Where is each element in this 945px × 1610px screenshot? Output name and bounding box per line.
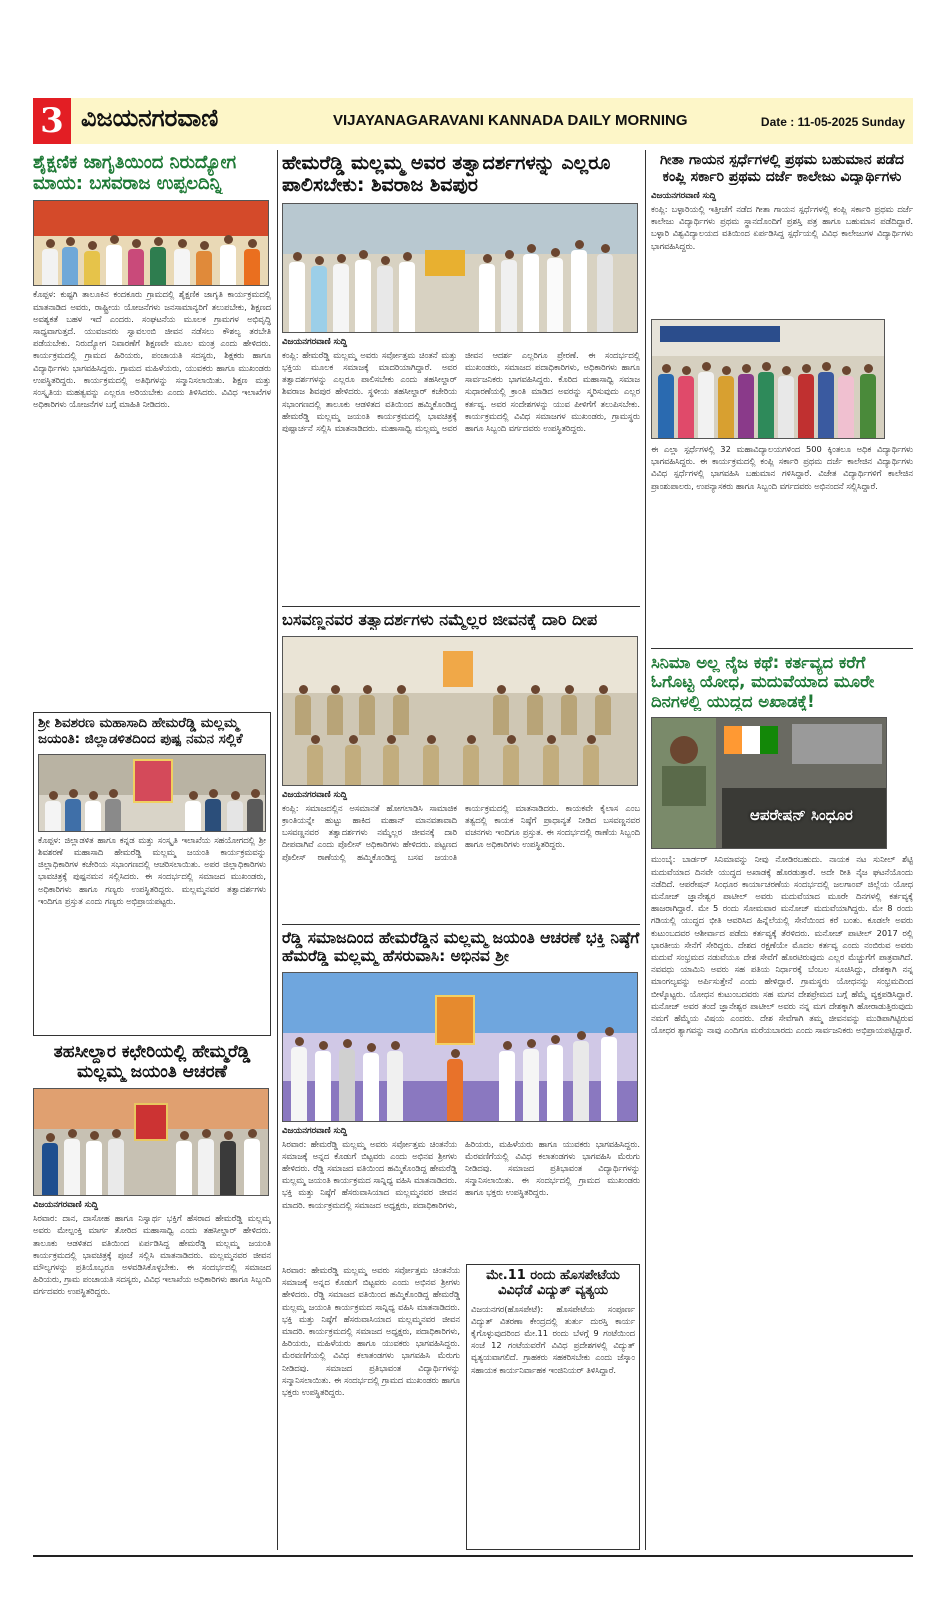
newspaper-title-english: VIJAYANAGARAVANI KANNADA DAILY MORNING [333,112,688,129]
headline: ಬಸವಣ್ಣನವರ ತತ್ವಾದರ್ಶಗಳು ನಮ್ಮೆಲ್ಲರ ಜೀವನಕ್ಕೆ ದಾರಿ ದೀಪ [282,606,640,630]
story-education-awareness [33,152,271,712]
story-credit: ವಿಜಯನಗರವಾಣಿ ಸುದ್ದಿ [282,789,348,800]
story-body: ಕಂಪ್ಲಿ: ಹೇಮರೆಡ್ಡಿ ಮಲ್ಲಮ್ಮ ಅವರು ಸರ್ವೋತ್ತಮ ಚಿಂತನೆ ಮತ್ತು ಭಕ್ತಿಯ ಮೂಲಕ ಸಮಾಜಕ್ಕೆ ಮಾದರಿಯಾಗಿದ್ದಾರೆ. ಅವರ ತತ್ವಾದರ್ಶಗಳನ್ನು ಎಲ್ಲರೂ ಪಾಲಿಸಬೇಕು ಎಂದು ತಹಸೀಲ್ದಾರ್ ಶಿವರಾಜ ಶಿವಪುರ ಹೇಳಿದರು. ಸ್ಥಳೀಯ ತಹಸೀಲ್ದಾರ್ ಕಚೇರಿಯ ಸಭಾಂಗಣದಲ್ಲಿ ತಾಲೂಕು ಆಡಳಿತದ ವತಿಯಿಂದ ಹಮ್ಮಿಕೊಂಡಿದ್ದ ಹೇಮರೆಡ್ಡಿ ಮಲ್ಲಮ್ಮ ಜಯಂತಿ ಕಾರ್ಯಕ್ರಮದಲ್ಲಿ ಭಾವಚಿತ್ರಕ್ಕೆ ಪುಷ್ಪಾರ್ಚನೆ ಸಲ್ಲಿಸಿ ಮಾತನಾಡಿದರು. ಮಹಾಸಾಧ್ವಿ ಮಲ್ಲಮ್ಮ ಅವರ ಜೀವನ ಆದರ್ಶ ಎಲ್ಲರಿಗೂ ಪ್ರೇರಣೆ. ಈ ಸಂದರ್ಭದಲ್ಲಿ ಮುಖಂಡರು, ಸಮಾಜದ ಪದಾಧಿಕಾರಿಗಳು, ಅಧಿಕಾರಿಗಳು ಹಾಗೂ ಸಾರ್ವಜನಿಕರು ಭಾಗವಹಿಸಿದ್ದರು. ಕೊರಿದ ಮಹಾಸಾಧ್ವಿ ಸಮಾಜ ಸುಧಾರಣೆಯಲ್ಲಿ ಕ್ರಾಂತಿ ಮಾಡಿದ ಅವರನ್ನು ಸ್ಮರಿಸುವುದು ಎಲ್ಲರ ಕರ್ತವ್ಯ. ಅವರ ಸಂದೇಶಗಳನ್ನು ಯುವ ಪೀಳಿಗೆಗೆ ತಲುಪಿಸಬೇಕು. ಕಾರ್ಯಕ್ರಮದಲ್ಲಿ ವಿವಿಧ ಸಮಾಜಗಳ ಮುಖಂಡರು, ಗ್ರಾಮಸ್ಥರು ಹಾಗೂ ಸಿಬ್ಬಂದಿ ವರ್ಗದವರು ಉಪಸ್ಥಿತರಿದ್ದರು. [282,349,640,434]
story-continued-text [282,1264,460,1550]
story-credit: ವಿಜಯನಗರವಾಣಿ ಸುದ್ದಿ [651,191,717,202]
story-body: ಕೊಪ್ಪಳ: ಜಿಲ್ಲಾಡಳಿತ ಹಾಗೂ ಕನ್ನಡ ಮತ್ತು ಸಂಸ್ಕೃತಿ ಇಲಾಖೆಯ ಸಹಯೋಗದಲ್ಲಿ ಶ್ರೀ ಶಿವಶರಣೆ ಮಹಾಸಾದಿ ಹೇಮರೆಡ್ಡಿ ಮಲ್ಲಮ್ಮ ಜಯಂತಿ ಕಾರ್ಯಕ್ರಮವನ್ನು ಜಿಲ್ಲಾಧಿಕಾರಿಗಳ ಕಚೇರಿಯ ಸಭಾಂಗಣದಲ್ಲಿ ಆಚರಿಸಲಾಯಿತು. ಅಪರ ಜಿಲ್ಲಾಧಿಕಾರಿಗಳು ಭಾವಚಿತ್ರಕ್ಕೆ ಪುಷ್ಪನಮನ ಸಲ್ಲಿಸಿದರು. ಈ ಸಂದರ್ಭದಲ್ಲಿ ಸಮಾಜದ ಮುಖಂಡರು, ಅಧಿಕಾರಿಗಳು ಹಾಗೂ ಗಣ್ಯರು ಉಪಸ್ಥಿತರಿದ್ದರು. ಮಲ್ಲಮ್ಮನವರ ತತ್ವಾದರ್ಶಗಳು ಇಂದಿಗೂ ಪ್ರಸ್ತುತ ಎಂದು ಗಣ್ಯರು ಅಭಿಪ್ರಾಯಪಟ್ಟರು. [38,834,266,906]
story-body: ಕಂಪ್ಲಿ: ಸಮಾಜದಲ್ಲಿನ ಅಸಮಾನತೆ ಹೋಗಲಾಡಿಸಿ ಸಾಮಾಜಿಕ ಕ್ರಾಂತಿಯನ್ನೇ ಹುಟ್ಟು ಹಾಕಿದ ಮಹಾನ್ ಮಾನವತಾವಾದಿ ಬಸವಣ್ಣನವರ ತತ್ವಾದರ್ಶಗಳು ನಮ್ಮೆಲ್ಲರ ಜೀವನಕ್ಕೆ ದಾರಿ ದೀಪವಾಗಿವೆ ಎಂದು ಪೊಲೀಸ್ ಅಧಿಕಾರಿಗಳು ಹೇಳಿದರು. ಪಟ್ಟಣದ ಪೊಲೀಸ್ ಠಾಣೆಯಲ್ಲಿ ಹಮ್ಮಿಕೊಂಡಿದ್ದ ಬಸವ ಜಯಂತಿ ಕಾರ್ಯಕ್ರಮದಲ್ಲಿ ಮಾತನಾಡಿದರು. ಕಾಯಕವೇ ಕೈಲಾಸ ಎಂಬ ತತ್ವದಲ್ಲಿ ಕಾಯಕ ನಿಷ್ಠೆಗೆ ಪ್ರಾಧಾನ್ಯತೆ ನೀಡಿದ ಬಸವಣ್ಣನವರ ವಚನಗಳು ಇಂದಿಗೂ ಪ್ರಸ್ತುತ. ಈ ಸಂದರ್ಭದಲ್ಲಿ ಠಾಣೆಯ ಸಿಬ್ಬಂದಿ ಹಾಗೂ ಅಧಿಕಾರಿಗಳು ಉಪಸ್ಥಿತರಿದ್ದರು. [282,802,640,862]
edition-date: Date : 11-05-2025 Sunday [760,115,905,129]
photo-tahsildar-group [33,1088,269,1196]
headline: ತಹಸೀಲ್ದಾರ ಕಛೇರಿಯಲ್ಲಿ ಹೇಮ್ಮರೆಡ್ಡಿ ಮಲ್ಲಮ್ಮ ಜಯಂತಿ ಆಚರಣೆ [53,1042,251,1083]
photo-felicitation [33,200,269,286]
story-body: ಮುಂಬೈ: ಬಾರ್ಡರ್ ಸಿನಿಮಾವನ್ನು ನೀವು ನೋಡಿರಬಹುದು. ನಾಯಕ ನಟ ಸುನೀಲ್ ಶೆಟ್ಟಿ ಮದುವೆಯಾದ ದಿನವೇ ಯುದ್ಧದ ಅಖಾಡಕ್ಕೆ ಹೊರಡುತ್ತಾರೆ. ಅದೇ ರೀತಿ ನೈಜ ಘಟನೆಯೊಂದು ನಡೆದಿದೆ. ಆಪರೇಷನ್ ಸಿಂಧೂರ ಕಾರ್ಯಾಚರಣೆಯ ಸಂದರ್ಭದಲ್ಲಿ ಜಲಗಾಂವ್ ಜಿಲ್ಲೆಯ ಯೋಧ ಮನೋಜ್ ಜ್ಞಾನೇಶ್ವರ ಪಾಟೀಲ್ ಅವರು ಮದುವೆಯಾದ ಮೂರೇ ದಿನಗಳಲ್ಲಿ ಕರ್ತವ್ಯಕ್ಕೆ ಹಾಜರಾಗಿದ್ದಾರೆ. ಮೇ 5 ರಂದು ಸೋಮವಾರ ಮನೋಜ್ ಮದುವೆಯಾಗಿದ್ದರು. ಮೇ 8 ರಂದು ಗಡಿಯಲ್ಲಿ ಯುದ್ಧದ ಭೀತಿ ಆವರಿಸಿದ ಹಿನ್ನೆಲೆಯಲ್ಲಿ ಸೇನೆಯಿಂದ ಕರೆ ಬಂತು. ಕೂಡಲೇ ಅವರು ಕುಟುಂಬದವರ ಆಶೀರ್ವಾದ ಪಡೆದು ಕರ್ತವ್ಯಕ್ಕೆ ತೆರಳಿದರು. ಮನೋಜ್ ಪಾಟೀಲ್ 2017 ರಲ್ಲಿ ಭಾರತೀಯ ಸೇನೆಗೆ ಸೇರಿದ್ದರು. ದೇಶದ ರಕ್ಷಣೆಯೇ ಮೊದಲ ಕರ್ತವ್ಯ ಎಂದು ನಂಬಿರುವ ಅವರು ಮದುವೆ ಸಂಭ್ರಮದ ನಡುವೆಯೂ ದೇಶ ಸೇವೆಗೆ ಹೊರಟಿರುವುದು ಎಲ್ಲರ ಮೆಚ್ಚುಗೆಗೆ ಪಾತ್ರವಾಗಿದೆ. ನವವಧು ಯಾಮಿನಿ ಅವರು ಸಹ ಪತಿಯ ನಿರ್ಧಾರಕ್ಕೆ ಬೆಂಬಲ ಸೂಚಿಸಿದ್ದು, ದೇಶಕ್ಕಾಗಿ ನನ್ನ ಮಾಂಗಲ್ಯವನ್ನು ಅರ್ಪಿಸುತ್ತೇನೆ ಎಂದು ಹೇಳಿದ್ದಾರೆ. ಗ್ರಾಮಸ್ಥರು ಯೋಧನನ್ನು ಸಂಭ್ರಮದಿಂದ ಬೀಳ್ಕೊಟ್ಟರು. ಯೋಧನ ಕುಟುಂಬದವರು ಸಹ ಮಗನ ದೇಶಪ್ರೇಮದ ಬಗ್ಗೆ ಹೆಮ್ಮೆ ವ್ಯಕ್ತಪಡಿಸಿದ್ದಾರೆ. ಮನೋಜ್ ಅವರ ತಂದೆ ಜ್ಞಾನೇಶ್ವರ ಪಾಟೀಲ್ ಅವರು ನನ್ನ ಮಗ ದೇಶಕ್ಕಾಗಿ ಹೋರಾಡುತ್ತಿರುವುದು ನಮಗೆ ಹೆಮ್ಮೆಯ ವಿಷಯ ಎಂದರು. ದೇಶ ಸೇವೆಗಾಗಿ ತಮ್ಮ ಜೀವನವನ್ನು ಮುಡಿಪಾಗಿಟ್ಟಿರುವ ಯೋಧರ ತ್ಯಾಗವನ್ನು ನಾವು ಎಂದಿಗೂ ಮರೆಯಬಾರದು ಎಂದು ಸಾರ್ವಜನಿಕರು ಅಭಿಪ್ರಾಯಪಟ್ಟಿದ್ದಾರೆ. [651,854,913,1036]
headline: ರೆಡ್ಡಿ ಸಮಾಜದಿಂದ ಹೇಮರೆಡ್ಡಿನ ಮಲ್ಲಮ್ಮ ಜಯಂತಿ ಆಚರಣೆ ಭಕ್ತಿ ನಿಷ್ಠೆಗೆ ಹೆಮರೆಡ್ಡಿ ಮಲ್ಲಮ್ಮ ಹೆಸರುವಾಸಿ: ಅಭಿನವ ಶ್ರೀ [282,924,640,966]
story-credit: ವಿಜಯನಗರವಾಣಿ ಸುದ್ದಿ [282,1125,348,1136]
headline: ಶ್ರೀ ಶಿವಶರಣ ಮಹಾಸಾದಿ ಹೇಮರೆಡ್ಡಿ ಮಲ್ಲಮ್ಮ ಜಯಂತಿ: ಜಿಲ್ಲಾಡಳಿತದಿಂದ ಪುಷ್ಪ ನಮನ ಸಲ್ಲಿಕೆ [38,716,243,747]
photo-tahsildar-gathering [282,203,638,333]
photo-meeting-hall [38,754,266,832]
story-reddy-samaj [282,924,640,1264]
story-credit: ವಿಜಯನಗರವಾಣಿ ಸುದ್ದಿ [282,336,348,347]
newspaper-title-kannada: ವಿಜಯನಗರವಾಣಿ [81,104,219,132]
story-body: ವಿಜಯನಗರ(ಹೊಸಪೇಟೆ): ಹೊಸಪೇಟೆಯ ಸಂಪೂರ್ಣ ವಿದ್ಯುತ್ ವಿತರಣಾ ಕೇಂದ್ರದಲ್ಲಿ ತುರ್ತು ದುರಸ್ತಿ ಕಾರ್ಯ ಕೈಗೊಳ್ಳುವುದರಿಂದ ಮೇ.11 ರಂದು ಬೆಳಗ್ಗೆ 9 ಗಂಟೆಯಿಂದ ಸಂಜೆ 12 ಗಂಟೆಯವರೆಗೆ ವಿವಿಧ ಪ್ರದೇಶಗಳಲ್ಲಿ ವಿದ್ಯುತ್ ವ್ಯತ್ಯಯವಾಗಲಿದೆ. ಗ್ರಾಹಕರು ಸಹಕರಿಸಬೇಕು ಎಂದು ಜೆಸ್ಕಾಂ ಸಹಾಯಕ ಕಾರ್ಯನಿರ್ವಾಹಕ ಇಂಜಿನಿಯರ್ ತಿಳಿಸಿದ್ದಾರೆ. [471,1303,635,1375]
story-mallamma-kampli [282,152,640,606]
story-operation-sindoor [651,648,913,1550]
headline: ಶೈಕ್ಷಣಿಕ ಜಾಗೃತಿಯಿಂದ ನಿರುದ್ಯೋಗ ಮಾಯ: ಬಸವರಾಜ ಉಪ್ಪಲದಿನ್ನಿ [33,152,237,195]
photo-college-students [651,319,885,439]
story-body-2: ಈ ಎಲ್ಲಾ ಸ್ಪರ್ಧೆಗಳಲ್ಲಿ 32 ಮಹಾವಿದ್ಯಾಲಯಗಳಿಂದ 500 ಕ್ಕಿಂತಲೂ ಅಧಿಕ ವಿದ್ಯಾರ್ಥಿಗಳು ಭಾಗವಹಿಸಿದ್ದರು. ಈ ಕಾರ್ಯಕ್ರಮದಲ್ಲಿ ಕಂಪ್ಲಿ ಸರ್ಕಾರಿ ಪ್ರಥಮ ದರ್ಜೆ ಕಾಲೇಜಿನ ವಿದ್ಯಾರ್ಥಿಗಳು ವಿವಿಧ ಸ್ಪರ್ಧೆಗಳಲ್ಲಿ ಭಾಗವಹಿಸಿ ಬಹುಮಾನ ಗಳಿಸಿದ್ದಾರೆ. ವಿಜೇತ ವಿದ್ಯಾರ್ಥಿಗಳಿಗೆ ಕಾಲೇಜಿನ ಪ್ರಾಂಶುಪಾಲರು, ಉಪನ್ಯಾಸಕರು ಹಾಗೂ ಸಿಬ್ಬಂದಿ ವರ್ಗದವರು ಅಭಿನಂದನೆ ಸಲ್ಲಿಸಿದ್ದಾರೆ. [651,444,913,491]
photo-overlay-text: ಆಪರೇಷನ್ ಸಿಂಧೂರ [750,806,853,825]
story-power-outage [466,1264,640,1550]
masthead [33,98,913,144]
story-body: ಕೊಪ್ಪಳ: ಕುಷ್ಟಗಿ ತಾಲೂಕಿನ ಕಂದಕೂರು ಗ್ರಾಮದಲ್ಲಿ ಶೈಕ್ಷಣಿಕ ಜಾಗೃತಿ ಕಾರ್ಯಕ್ರಮದಲ್ಲಿ ಮಾತನಾಡಿದ ಅವರು, ರಾಷ್ಟ್ರೀಯ ಯೋಜನೆಗಳು ಜನಸಾಮಾನ್ಯರಿಗೆ ತಲುಪಬೇಕು, ಶಿಕ್ಷಣದ ಅವಶ್ಯಕತೆ ಬಹಳ ಇದೆ ಎಂದರು. ಸಂಘಟನೆಯ ಮೂಲಕ ಗ್ರಾಮಗಳ ಅಭಿವೃದ್ಧಿ ಸಾಧ್ಯವಾಗುತ್ತದೆ. ಯುವಜನರು ಸ್ವಾವಲಂಬಿ ಜೀವನ ನಡೆಸಲು ಕೌಶಲ್ಯ ತರಬೇತಿ ಪಡೆಯಬೇಕು. ನಿರುದ್ಯೋಗ ನಿವಾರಣೆಗೆ ಶಿಕ್ಷಣವೇ ಮೂಲ ಮಂತ್ರ ಎಂದು ಹೇಳಿದರು. ಕಾರ್ಯಕ್ರಮದಲ್ಲಿ ಗ್ರಾಮದ ಹಿರಿಯರು, ಪಂಚಾಯತಿ ಸದಸ್ಯರು, ಶಿಕ್ಷಕರು ಹಾಗೂ ವಿದ್ಯಾರ್ಥಿಗಳು ಭಾಗವಹಿಸಿದ್ದರು. ಗ್ರಾಮದ ಮಹಿಳೆಯರು, ಯುವಕರು ಹಾಗೂ ಮುಖಂಡರು ಉಪಸ್ಥಿತರಿದ್ದರು. ಕಾರ್ಯಕ್ರಮದಲ್ಲಿ ಅತಿಥಿಗಳನ್ನು ಸನ್ಮಾನಿಸಲಾಯಿತು. ಶಿಕ್ಷಣ ಮತ್ತು ಸಂಸ್ಕೃತಿಯ ಮಹತ್ವವನ್ನು ಎಲ್ಲರೂ ಅರಿಯಬೇಕು ಎಂದು ತಿಳಿಸಿದರು. ವಿವಿಧ ಇಲಾಖೆಗಳ ಅಧಿಕಾರಿಗಳು ಯೋಜನೆಗಳ ಬಗ್ಗೆ ಮಾಹಿತಿ ನೀಡಿದರು. [33,289,271,410]
headline: ಗೀತಾ ಗಾಯನ ಸ್ಪರ್ಧೆಗಳಲ್ಲಿ ಪ್ರಥಮ ಬಹುಮಾನ ಪಡೆದ ಕಂಪ್ಲಿ ಸರ್ಕಾರಿ ಪ್ರಥಮ ದರ್ಜೆ ಕಾಲೇಜು ವಿದ್ಯಾರ್ಥಿಗಳು [660,152,904,185]
headline: ಮೇ.11 ರಂದು ಹೊಸಪೇಟೆಯ ವಿವಿಧೆಡೆ ವಿದ್ಯುತ್ ವ್ಯತ್ಯಯ [486,1268,620,1299]
page-bottom-rule [33,1555,913,1557]
story-mallamma-district [33,712,271,1036]
column-divider [645,150,646,1550]
photo-soldier-collage [651,717,887,849]
story-body: ಸಿರವಾರ: ಹೇಮರೆಡ್ಡಿ ಮಲ್ಲಮ್ಮ ಅವರು ಸರ್ವೋತ್ತಮ ಚಿಂತನೆಯ ಸಮಾಜಕ್ಕೆ ಅನ್ನದ ಕೊಡುಗೆ ಬಿಟ್ಟವರು ಎಂದು ಅಭಿನವ ಶ್ರೀಗಳು ಹೇಳಿದರು. ರೆಡ್ಡಿ ಸಮಾಜದ ವತಿಯಿಂದ ಹಮ್ಮಿಕೊಂಡಿದ್ದ ಹೇಮರೆಡ್ಡಿ ಮಲ್ಲಮ್ಮ ಜಯಂತಿ ಕಾರ್ಯಕ್ರಮದ ಸಾನ್ನಿಧ್ಯ ವಹಿಸಿ ಮಾತನಾಡಿದರು. ಭಕ್ತಿ ಮತ್ತು ನಿಷ್ಠೆಗೆ ಹೆಸರುವಾಸಿಯಾದ ಮಲ್ಲಮ್ಮನವರ ಜೀವನ ಮಾದರಿ. ಕಾರ್ಯಕ್ರಮದಲ್ಲಿ ಸಮಾಜದ ಅಧ್ಯಕ್ಷರು, ಪದಾಧಿಕಾರಿಗಳು, ಹಿರಿಯರು, ಮಹಿಳೆಯರು ಹಾಗೂ ಯುವಕರು ಭಾಗವಹಿಸಿದ್ದರು. ಮೆರವಣಿಗೆಯಲ್ಲಿ ವಿವಿಧ ಕಲಾತಂಡಗಳು ಭಾಗವಹಿಸಿ ಮೆರುಗು ನೀಡಿದವು. ಸಮಾಜದ ಪ್ರತಿಭಾವಂತ ವಿದ್ಯಾರ್ಥಿಗಳನ್ನು ಸನ್ಮಾನಿಸಲಾಯಿತು. ಈ ಸಂದರ್ಭದಲ್ಲಿ ಗ್ರಾಮದ ಮುಖಂಡರು ಹಾಗೂ ಭಕ್ತರು ಉಪಸ್ಥಿತರಿದ್ದರು. [282,1138,640,1210]
story-body-continued: ಸಿರವಾರ: ಹೇಮರೆಡ್ಡಿ ಮಲ್ಲಮ್ಮ ಅವರು ಸರ್ವೋತ್ತಮ ಚಿಂತನೆಯ ಸಮಾಜಕ್ಕೆ ಅನ್ನದ ಕೊಡುಗೆ ಬಿಟ್ಟವರು ಎಂದು ಅಭಿನವ ಶ್ರೀಗಳು ಹೇಳಿದರು. ರೆಡ್ಡಿ ಸಮಾಜದ ವತಿಯಿಂದ ಹಮ್ಮಿಕೊಂಡಿದ್ದ ಹೇಮರೆಡ್ಡಿ ಮಲ್ಲಮ್ಮ ಜಯಂತಿ ಕಾರ್ಯಕ್ರಮದ ಸಾನ್ನಿಧ್ಯ ವಹಿಸಿ ಮಾತನಾಡಿದರು. ಭಕ್ತಿ ಮತ್ತು ನಿಷ್ಠೆಗೆ ಹೆಸರುವಾಸಿಯಾದ ಮಲ್ಲಮ್ಮನವರ ಜೀವನ ಮಾದರಿ. ಕಾರ್ಯಕ್ರಮದಲ್ಲಿ ಸಮಾಜದ ಅಧ್ಯಕ್ಷರು, ಪದಾಧಿಕಾರಿಗಳು, ಹಿರಿಯರು, ಮಹಿಳೆಯರು ಹಾಗೂ ಯುವಕರು ಭಾಗವಹಿಸಿದ್ದರು. ಮೆರವಣಿಗೆಯಲ್ಲಿ ವಿವಿಧ ಕಲಾತಂಡಗಳು ಭಾಗವಹಿಸಿ ಮೆರುಗು ನೀಡಿದವು. ಸಮಾಜದ ಪ್ರತಿಭಾವಂತ ವಿದ್ಯಾರ್ಥಿಗಳನ್ನು ಸನ್ಮಾನಿಸಲಾಯಿತು. ಈ ಸಂದರ್ಭದಲ್ಲಿ ಗ್ರಾಮದ ಮುಖಂಡರು ಹಾಗೂ ಭಕ್ತರು ಉಪಸ್ಥಿತರಿದ್ದರು. [282,1265,460,1398]
story-basavanna [282,606,640,924]
column-divider [277,150,278,1550]
photo-reddy-samaj-event [282,972,638,1122]
story-geetha-gayana [651,152,913,648]
story-body: ಸಿರವಾರ: ದಾನ, ದಾಸೋಹ ಹಾಗೂ ನಿಸ್ವಾರ್ಥ ಭಕ್ತಿಗೆ ಹೆಸರಾದ ಹೇಮರೆಡ್ಡಿ ಮಲ್ಲಮ್ಮ ಅವರು ಮೇಲ್ಪಂಕ್ತಿ ಮಾರ್ಗ ತೋರಿದ ಮಹಾಸಾಧ್ವಿ ಎಂದು ತಹಸೀಲ್ದಾರ್ ಹೇಳಿದರು. ತಾಲೂಕು ಆಡಳಿತದ ವತಿಯಿಂದ ಏರ್ಪಡಿಸಿದ್ದ ಹೇಮರೆಡ್ಡಿ ಮಲ್ಲಮ್ಮ ಜಯಂತಿ ಕಾರ್ಯಕ್ರಮದಲ್ಲಿ ಭಾವಚಿತ್ರಕ್ಕೆ ಪೂಜೆ ಸಲ್ಲಿಸಿ ಮಾತನಾಡಿದರು. ಮಲ್ಲಮ್ಮನವರ ಜೀವನ ಮೌಲ್ಯಗಳನ್ನು ಪ್ರತಿಯೊಬ್ಬರೂ ಅಳವಡಿಸಿಕೊಳ್ಳಬೇಕು. ಈ ಸಂದರ್ಭದಲ್ಲಿ ಸಮಾಜದ ಹಿರಿಯರು, ಗ್ರಾಮ ಪಂಚಾಯತಿ ಸದಸ್ಯರು, ವಿವಿಧ ಇಲಾಖೆಯ ಅಧಿಕಾರಿಗಳು ಹಾಗೂ ಸಿಬ್ಬಂದಿ ವರ್ಗದವರು ಉಪಸ್ಥಿತರಿದ್ದರು. [33,1213,271,1297]
photo-police-station [282,636,638,786]
story-tahsildar-office [33,1042,271,1550]
story-body: ಕಂಪ್ಲಿ: ಬಳ್ಳಾರಿಯಲ್ಲಿ ಇತ್ತೀಚೆಗೆ ನಡೆದ ಗೀತಾ ಗಾಯನ ಸ್ಪರ್ಧೆಗಳಲ್ಲಿ ಕಂಪ್ಲಿ ಸರ್ಕಾರಿ ಪ್ರಥಮ ದರ್ಜೆ ಕಾಲೇಜು ವಿದ್ಯಾರ್ಥಿಗಳು ಪ್ರಥಮ ಸ್ಥಾನದೊಂದಿಗೆ ಪ್ರಶಸ್ತಿ ಪತ್ರ ಹಾಗೂ ಬಹುಮಾನ ಪಡೆದಿದ್ದಾರೆ. ಬಳ್ಳಾರಿ ವಿಶ್ವವಿದ್ಯಾಲಯದ ವತಿಯಿಂದ ಏರ್ಪಡಿಸಿದ್ದ ಸ್ಪರ್ಧೆಯಲ್ಲಿ ವಿವಿಧ ಕಾಲೇಜುಗಳ ವಿದ್ಯಾರ್ಥಿಗಳು ಭಾಗವಹಿಸಿದ್ದರು. [651,204,913,251]
page-number: 3 [33,98,71,144]
headline: ಸಿನಿಮಾ ಅಲ್ಲ ನೈಜ ಕಥೆ: ಕರ್ತವ್ಯದ ಕರೆಗೆ ಓಗೊಟ್ಟ ಯೋಧ, ಮದುವೆಯಾದ ಮೂರೇ ದಿನಗಳಲ್ಲಿ ಯುದ್ಧದ ಅಖಾಡಕ್ಕೆ! [651,648,913,711]
story-credit: ವಿಜಯನಗರವಾಣಿ ಸುದ್ದಿ [33,1200,99,1211]
headline: ಹೇಮರೆಡ್ಡಿ ಮಲ್ಲಮ್ಮ ಅವರ ತತ್ವಾದರ್ಶಗಳನ್ನು ಎಲ್ಲರೂ ಪಾಲಿಸಬೇಕು: ಶಿವರಾಜ ಶಿವಪುರ [282,152,611,197]
